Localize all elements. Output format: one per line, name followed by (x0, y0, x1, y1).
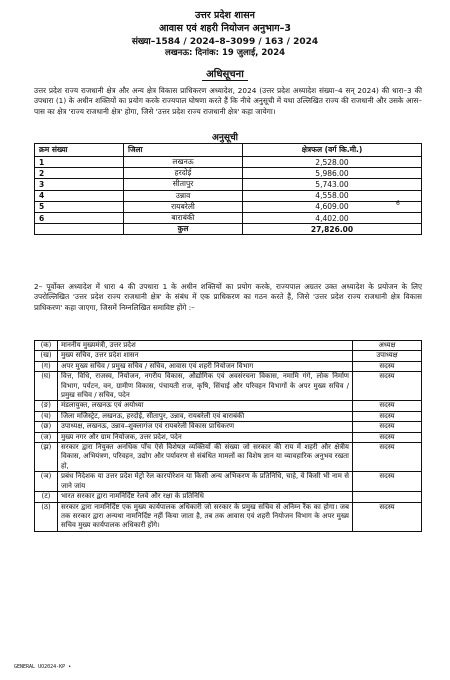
member-key: (ङ) (35, 401, 58, 411)
member-key: (ज) (35, 432, 58, 442)
table-row (35, 190, 422, 201)
table-row (35, 201, 422, 212)
paragraph-2: 2– पूर्वोक्त अध्यादेश में धारा 4 की उपधारा 1 के अधीन शक्तियों का प्रयोग करके, राज्यपाल अग्रतर उक्त अध्यादेश के प्रयोजन के लिए उपरोल्लिखित 'उत्तर प्रदेश राज्य राजधानी क्षेत्र' के संबंध में एक प्राधिकरण का गठन करते हैं, जिसे 'उत्तर प्रदेश राज्य राजधानी क्षेत्र विकास प्राधिकरण' कहा जाएगा, जिसमें निम्नलिखित समाविष्ट होंगे :– (34, 282, 422, 312)
member-key: (ञ) (35, 472, 58, 492)
area-cell: 4,402.00 (243, 212, 422, 223)
member-role: सदस्य (353, 411, 422, 421)
member-designation: माननीय मुख्यमंत्री, उत्तर प्रदेश (58, 341, 353, 351)
serial-cell: 5 (35, 201, 124, 212)
member-key: (ग) (35, 361, 58, 371)
area-cell: 2,528.00 (243, 157, 422, 168)
member-designation: सरकार द्वारा नामनिर्दिष्ट एक मुख्य कार्यपालक अधिकारी जो सरकार के प्रमुख सचिव से अनिम्न रैंक का होगा। जब तक सरकार द्वारा अन्यथा नामनिर्दिष्ट नहीं किया जाता है, तब तक आवास एवं शहरी नियोजन विभाग के अपर मुख्य सचिव मुख्य कार्यपालक अधिकारी होंगे। (58, 502, 353, 531)
member-designation: वित्त, विधि, राजस्व, नियोजन, नगरीय विकास, औद्योगिक एवं अवसंरचना विकास, नमामि गंगे, लोक निर्माण विभाग, पर्यटन, वन, ग्रामीण विकास, पंचायती राज, कृषि, सिंचाई और परिवहन विभागों के अपर मुख्य सचिव / प्रमुख सचिव / सचिव, पदेन (58, 372, 353, 401)
col-area: क्षेत्रफल (वर्ग कि.मी.) (243, 144, 422, 157)
member-designation: उपाध्यक्ष, लखनऊ, उन्नाव–शुक्लागंज एवं रायबरेली विकास प्राधिकरण (58, 422, 353, 432)
member-row (35, 422, 422, 432)
member-designation: प्रबंध निदेशक या उत्तर प्रदेश मेट्रो रेल कारपोरेशन या किसी अन्य अभिकरण के प्रतिनिधि, चाहे, वे किसी भी नाम से जाने जांय (58, 472, 353, 492)
member-row (35, 372, 422, 401)
total-empty-cell (35, 224, 124, 235)
member-key: (ख) (35, 351, 58, 361)
member-role: सदस्य (353, 372, 422, 401)
footer-code: GENERAL UO2024-KP • (14, 664, 72, 670)
member-role (353, 492, 422, 502)
member-designation: सरकार द्वारा नियुक्त अनधिक पाँच ऐसे विशेषज्ञ व्यक्तियों की संख्या जो सरकार की राय में शहरी और क्षेत्रीय विकास, अभियंत्रण, परिवहन, उद्योग और पर्यावरण से संबंधित मामलों का विशेष ज्ञान या व्यावहारिक अनुभव रखता हो, (58, 443, 353, 472)
member-row (35, 401, 422, 411)
district-cell: हरदोई (124, 168, 243, 179)
total-label: कुल (124, 224, 243, 235)
member-row (35, 351, 422, 361)
date-line: लखनऊ: दिनांक: 19 जुलाई, 2024 (164, 48, 286, 58)
member-key: (च) (35, 411, 58, 421)
member-role: सदस्य (353, 361, 422, 371)
col-serial: क्रम संख्या (35, 144, 124, 157)
col-district: जिला (124, 144, 243, 157)
serial-cell: 2 (35, 168, 124, 179)
member-designation: मुख्य सचिव, उत्तर प्रदेश शासन (58, 351, 353, 361)
reference-number: संख्या–1584 / 2024–8–3099 / 163 / 2024 (131, 37, 319, 47)
member-key: (क) (35, 341, 58, 351)
member-row (35, 341, 422, 351)
member-role: सदस्य (353, 472, 422, 492)
govt-header: उत्तर प्रदेश शासन (195, 10, 255, 21)
paragraph-1: उत्तर प्रदेश राज्य राजधानी क्षेत्र और अन्य क्षेत्र विकास प्राधिकरण अध्यादेश, 2024 (उत्तर प्रदेश अध्यादेश संख्या–4 सन् 2024) की धारा–3 की उपधारा (1) के अधीन शक्तियों का प्रयोग करके राज्यपाल घोषणा करते हैं कि नीचे अनुसूची में यथा उल्लिखित राज्य की राजधानी और उसके आस–पास का क्षेत्र 'राज्य राजधानी क्षेत्र' होगा, जिसे 'उत्तर प्रदेश राज्य राजधानी क्षेत्र' कहा जायेगा। (34, 86, 422, 116)
member-row (35, 432, 422, 442)
member-designation: जिला मजिस्ट्रेट, लखनऊ, हरदोई, सीतापुर, उन्नाव, रायबरेली एवं बाराबंकी (58, 411, 353, 421)
member-key: (घ) (35, 372, 58, 401)
member-row (35, 361, 422, 371)
area-cell: 5,986.00 (243, 168, 422, 179)
table-row (35, 157, 422, 168)
member-key: (ठ) (35, 502, 58, 531)
member-role: सदस्य (353, 422, 422, 432)
member-key: (झ) (35, 443, 58, 472)
area-cell: 4,609.00 (243, 201, 422, 212)
member-key: (ट) (35, 492, 58, 502)
member-row (35, 411, 422, 421)
members-table (34, 340, 422, 532)
table-row (35, 168, 422, 179)
total-row (35, 224, 422, 235)
notification-title: अधिसूचना (0, 66, 450, 80)
schedule-title: अनुसूची (211, 133, 238, 143)
member-row (35, 443, 422, 472)
member-designation: भारत सरकार द्वारा नामनिर्दिष्ट रेलवे और रक्षा के प्रतिनिधि (58, 492, 353, 502)
member-designation: अपर मुख्य सचिव / प्रमुख सचिव / सचिव, आवास एवं शहरी नियोजन विभाग (58, 361, 353, 371)
area-cell: 4,558.00 (243, 190, 422, 201)
member-designation: मुख्य नगर और ग्राम नियोजक, उत्तर प्रदेश, पदेन (58, 432, 353, 442)
district-cell: उन्नाव (124, 190, 243, 201)
district-cell: रायबरेली (124, 201, 243, 212)
district-cell: बाराबंकी (124, 212, 243, 223)
serial-cell: 1 (35, 157, 124, 168)
member-row (35, 492, 422, 502)
total-value: 27,826.00 (243, 224, 422, 235)
side-mark: 6 (396, 200, 400, 207)
serial-cell: 6 (35, 212, 124, 223)
district-cell: सीतापुर (124, 179, 243, 190)
member-role: उपाध्यक्ष (353, 351, 422, 361)
schedule-table (34, 143, 422, 235)
member-role: सदस्य (353, 401, 422, 411)
member-row (35, 472, 422, 492)
member-role: सदस्य (353, 443, 422, 472)
serial-cell: 4 (35, 190, 124, 201)
serial-cell: 3 (35, 179, 124, 190)
member-role: सदस्य (353, 432, 422, 442)
member-key: (छ) (35, 422, 58, 432)
table-row (35, 212, 422, 223)
member-role: सदस्य (353, 502, 422, 531)
member-designation: मंडलायुक्त, लखनऊ एवं अयोध्या (58, 401, 353, 411)
member-role: अध्यक्ष (353, 341, 422, 351)
member-row (35, 502, 422, 531)
district-cell: लखनऊ (124, 157, 243, 168)
table-row (35, 179, 422, 190)
area-cell: 5,743.00 (243, 179, 422, 190)
department-line: आवास एवं शहरी नियोजन अनुभाग–3 (159, 23, 291, 34)
